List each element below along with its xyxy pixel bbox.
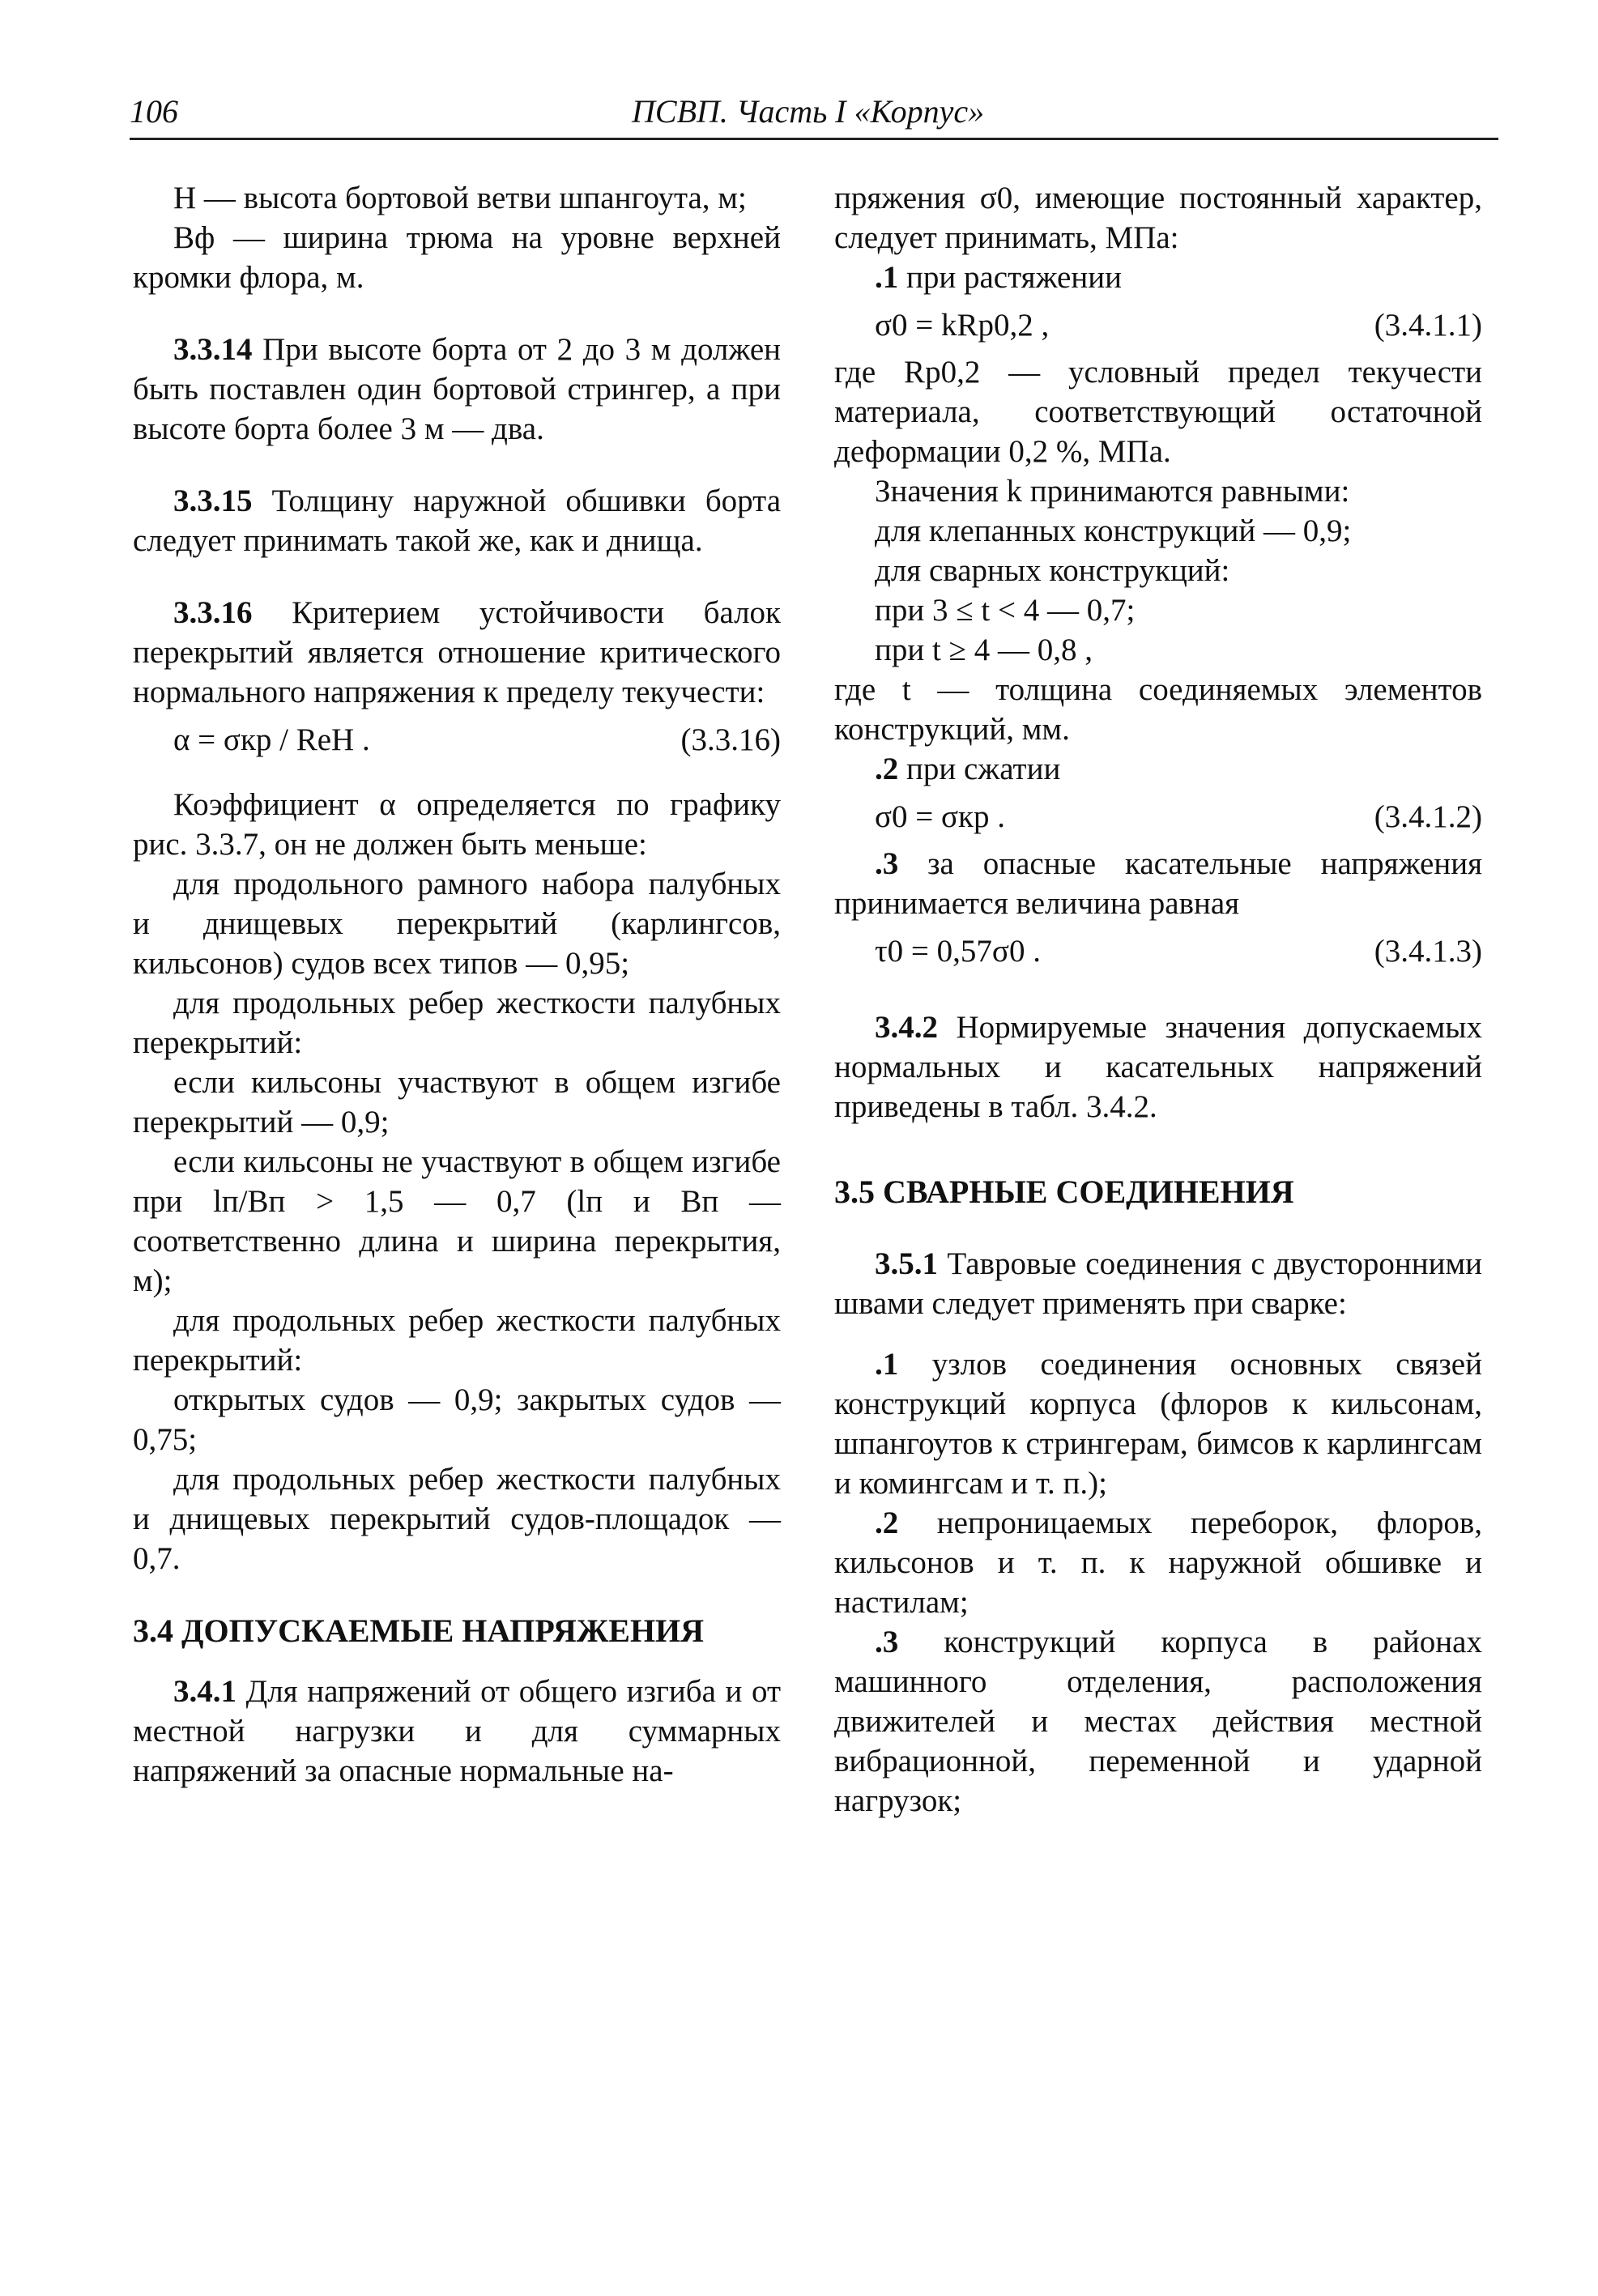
where-text: где t — толщина соединяемых элементов конструкций, мм. xyxy=(834,672,1482,747)
clause-number: 3.5.1 xyxy=(875,1246,938,1281)
subclause-2 xyxy=(834,749,1482,789)
section-heading-3-5: 3.5 СВАРНЫЕ СОЕДИНЕНИЯ xyxy=(834,1174,1294,1210)
equation-number: (3.4.1.2) xyxy=(1374,799,1482,834)
list-item: для продольного рамного набора палубных и днищевых перекрытий (карлингсов, кильсонов) судов всех типов — 0,95; xyxy=(133,867,781,981)
formula-3-3-16 xyxy=(133,715,781,764)
clause-text: Нормируемые значения допускаемых нормальных и касательных напряжений приведены в табл. 3.4.2. xyxy=(834,1010,1482,1124)
subclause-1 xyxy=(834,258,1482,297)
list-item: для продольных ребер жесткости палубных перекрытий: xyxy=(133,1303,781,1378)
clause-3-3-14 xyxy=(133,330,781,449)
subclause-number: .3 xyxy=(875,1625,899,1659)
equation-number: (3.4.1.1) xyxy=(1374,308,1482,343)
formula-3-4-1-1 xyxy=(834,300,1482,349)
list-item: для продольных ребер жесткости палубных и днищевых перекрытий судов-площадок — 0,7. xyxy=(133,1462,781,1576)
clause-number: 3.4.1 xyxy=(173,1674,237,1709)
subclause-number: .2 xyxy=(875,752,899,786)
subclause-number: .1 xyxy=(875,1347,899,1382)
subclause-text: непроницаемых переборок, флоров, кильсонов и т. п. к наружной обшивке и настилам; xyxy=(834,1506,1482,1620)
definition-h: H — высота бортовой ветви шпангоута, м; xyxy=(173,181,747,215)
list-item: для продольных ребер жесткости палубных перекрытий: xyxy=(133,986,781,1060)
formula-expression: σ0 = σкр . xyxy=(875,799,1005,834)
definition-bf: Bф — ширина трюма на уровне верхней кромки флора, м. xyxy=(133,220,781,295)
clause-text: При высоте борта от 2 до 3 м должен быть поставлен один бортовой стрингер, а при высоте борта более 3 м — два. xyxy=(133,332,781,446)
clause-number: 3.3.14 xyxy=(173,332,253,367)
subclause-text: при сжатии xyxy=(906,752,1061,786)
clause-3-5-1 xyxy=(834,1244,1482,1323)
clause-number: 3.4.2 xyxy=(875,1010,938,1045)
subclause-text: за опасные касательные напряжения принимается величина равная xyxy=(834,846,1483,921)
formula-expression: τ0 = 0,57σ0 . xyxy=(875,934,1041,969)
right-column xyxy=(834,178,1482,1821)
formula-expression: σ0 = kRp0,2 , xyxy=(875,308,1050,343)
clause-3-4-1 xyxy=(133,1672,781,1791)
coefficient-text: Коэффициент α определяется по графику рис. 3.3.7, он не должен быть меньше: xyxy=(133,787,781,862)
clause-3-3-16 xyxy=(133,593,781,712)
list-item: если кильсоны участвуют в общем изгибе перекрытий — 0,9; xyxy=(133,1065,781,1139)
section-heading-3-4: 3.4 ДОПУСКАЕМЫЕ НАПРЯЖЕНИЯ xyxy=(133,1612,705,1649)
clause-number: 3.3.15 xyxy=(173,483,253,518)
clause-3-4-2 xyxy=(834,1007,1482,1127)
k-item: для сварных конструкций: xyxy=(875,553,1230,588)
clause-3-3-15 xyxy=(133,481,781,560)
subclause-text: конструкций корпуса в районах машинного отделения, расположения движителей и местах действия местной вибрационной, переменной и ударной нагрузок; xyxy=(834,1625,1482,1818)
left-column xyxy=(133,178,781,1791)
k-intro: Значения k принимаются равными: xyxy=(875,474,1350,509)
weld-item-3 xyxy=(834,1622,1482,1821)
running-title: ПСВП. Часть I «Корпус» xyxy=(632,93,985,130)
page-header xyxy=(130,87,1498,140)
clause-text: Толщину наружной обшивки борта следует принимать такой же, как и днища. xyxy=(133,483,782,558)
subclause-3 xyxy=(834,844,1482,923)
k-item: при t ≥ 4 — 0,8 , xyxy=(875,633,1093,667)
subclause-number: .2 xyxy=(875,1506,899,1540)
k-item: для клепанных конструкций — 0,9; xyxy=(875,513,1352,548)
clause-number: 3.3.16 xyxy=(173,595,253,630)
page-number: 106 xyxy=(130,93,178,130)
list-item: открытых судов — 0,9; закрытых судов — 0,75; xyxy=(133,1382,781,1457)
where-text: где Rp0,2 — условный предел текучести материала, соответствующий остаточной деформации 0,2 %, МПа. xyxy=(834,355,1482,469)
formula-3-4-1-2 xyxy=(834,792,1482,841)
list-item: если кильсоны не участвуют в общем изгибе при lп/Bп > 1,5 — 0,7 (lп и Bп — соответственно длина и ширина перекрытия, м); xyxy=(133,1144,781,1298)
clause-text: Тавровые соединения с двусторонними швами следует применять при сварке: xyxy=(834,1246,1483,1321)
equation-number: (3.3.16) xyxy=(680,722,781,757)
equation-number: (3.4.1.3) xyxy=(1374,934,1482,969)
weld-item-2 xyxy=(834,1503,1482,1622)
subclause-text: узлов соединения основных связей конструкций корпуса (флоров к кильсонам, шпангоутов к стрингерам, бимсов к карлингсам и комингсам и т. п.); xyxy=(834,1347,1482,1501)
subclause-number: .1 xyxy=(875,260,899,295)
continued-text: пряжения σ0, имеющие постоянный характер, следует принимать, МПа: xyxy=(834,181,1482,255)
weld-item-1 xyxy=(834,1344,1482,1503)
subclause-text: при растяжении xyxy=(906,260,1122,295)
formula-expression: α = σкр / ReH . xyxy=(173,722,370,757)
subclause-number: .3 xyxy=(875,846,899,881)
clause-text: Для напряжений от общего изгиба и от местной нагрузки и для суммарных напряжений за опасные нормальные на- xyxy=(133,1674,781,1788)
k-item: при 3 ≤ t < 4 — 0,7; xyxy=(875,593,1136,628)
formula-3-4-1-3 xyxy=(834,926,1482,975)
clause-text: Критерием устойчивости балок перекрытий является отношение критического нормального напряжения к пределу текучести: xyxy=(133,595,782,709)
